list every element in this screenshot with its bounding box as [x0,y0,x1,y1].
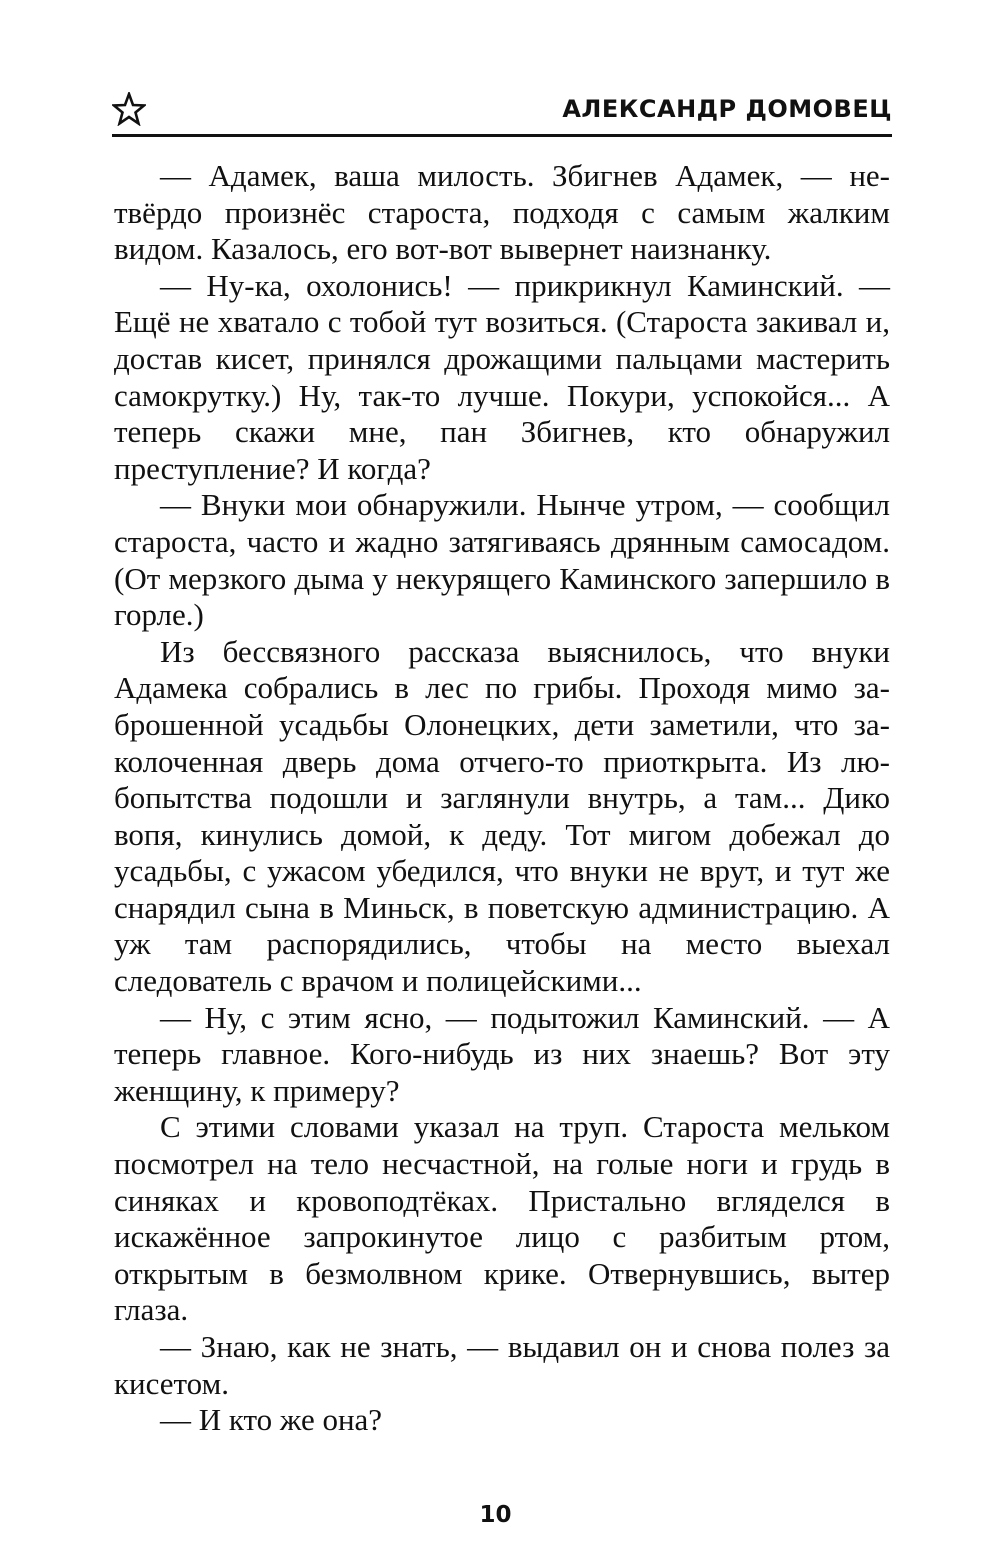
paragraph: — И кто же она? [160,1402,383,1438]
paragraph: Из бессвязного рассказа выяснилось, что внуки Адамека собрались в лес по грибы. Проходя мимо заброшенной усадьбы Олонецких, дети заметили, что заколоченная дверь дома отчего-то приоткрыта. Из любопытства подошли и заглянули внутрь, а там... Дико вопя, кинулись домой, к деду. Тот мигом добежал до усадьбы, с ужасом убедился, что внуки не врут, и тут же снарядил сына в Миньск, в поветскую администрацию. А уж там распорядились, чтобы на место выехал следователь с врачом и полицейскими... [114,633,890,999]
page-number: 10 [479,1502,512,1528]
author-name: АЛЕКСАНДР ДОМОВЕЦ [562,95,892,123]
star-outline-icon [112,92,146,126]
paragraph: — Знаю, как не знать, — выдавил он и снова полез за кисетом. [114,1329,890,1401]
paragraph: — Ну, с этим ясно, — подытожил Каминский. — А теперь главное. Кого-нибудь из них знаешь? Вот эту женщину, к примеру? [114,999,890,1108]
paragraph: — Ну-ка, охолонись! — прикрикнул Каминский. — Ещё не хватало с тобой тут возиться. (Староста закивал и, достав кисет, принялся дрожащими пальцами мастерить самокрутку.) Ну, так-то лучше. Покури, успокойся... А теперь скажи мне, пан Збигнев, кто обнаружил преступление? И когда? [114,267,890,486]
header-rule [112,134,892,137]
paragraph: — Адамек, ваша милость. Збигнев Адамек, — нетвёрдо произнёс староста, подходя с самым жалким видом. Казалось, его вот-вот вывернет наизнанку. [114,158,890,267]
body-text [114,158,890,1439]
running-header [112,92,892,132]
paragraph: — Внуки мои обнаружили. Нынче утром, — сообщил староста, часто и жадно затягиваясь дрянным самосадом. (От мерзкого дыма у некурящего Каминского запершило в горле.) [114,487,890,633]
paragraph: С этими словами указал на труп. Староста мельком посмотрел на тело несчастной, на голые ноги и грудь в синяках и кровоподтёках. Пристально вгляделся в искажённое запрокинутое лицо с разбитым ртом, открытым в безмолвном крике. Отвернувшись, вытер глаза. [114,1109,890,1328]
